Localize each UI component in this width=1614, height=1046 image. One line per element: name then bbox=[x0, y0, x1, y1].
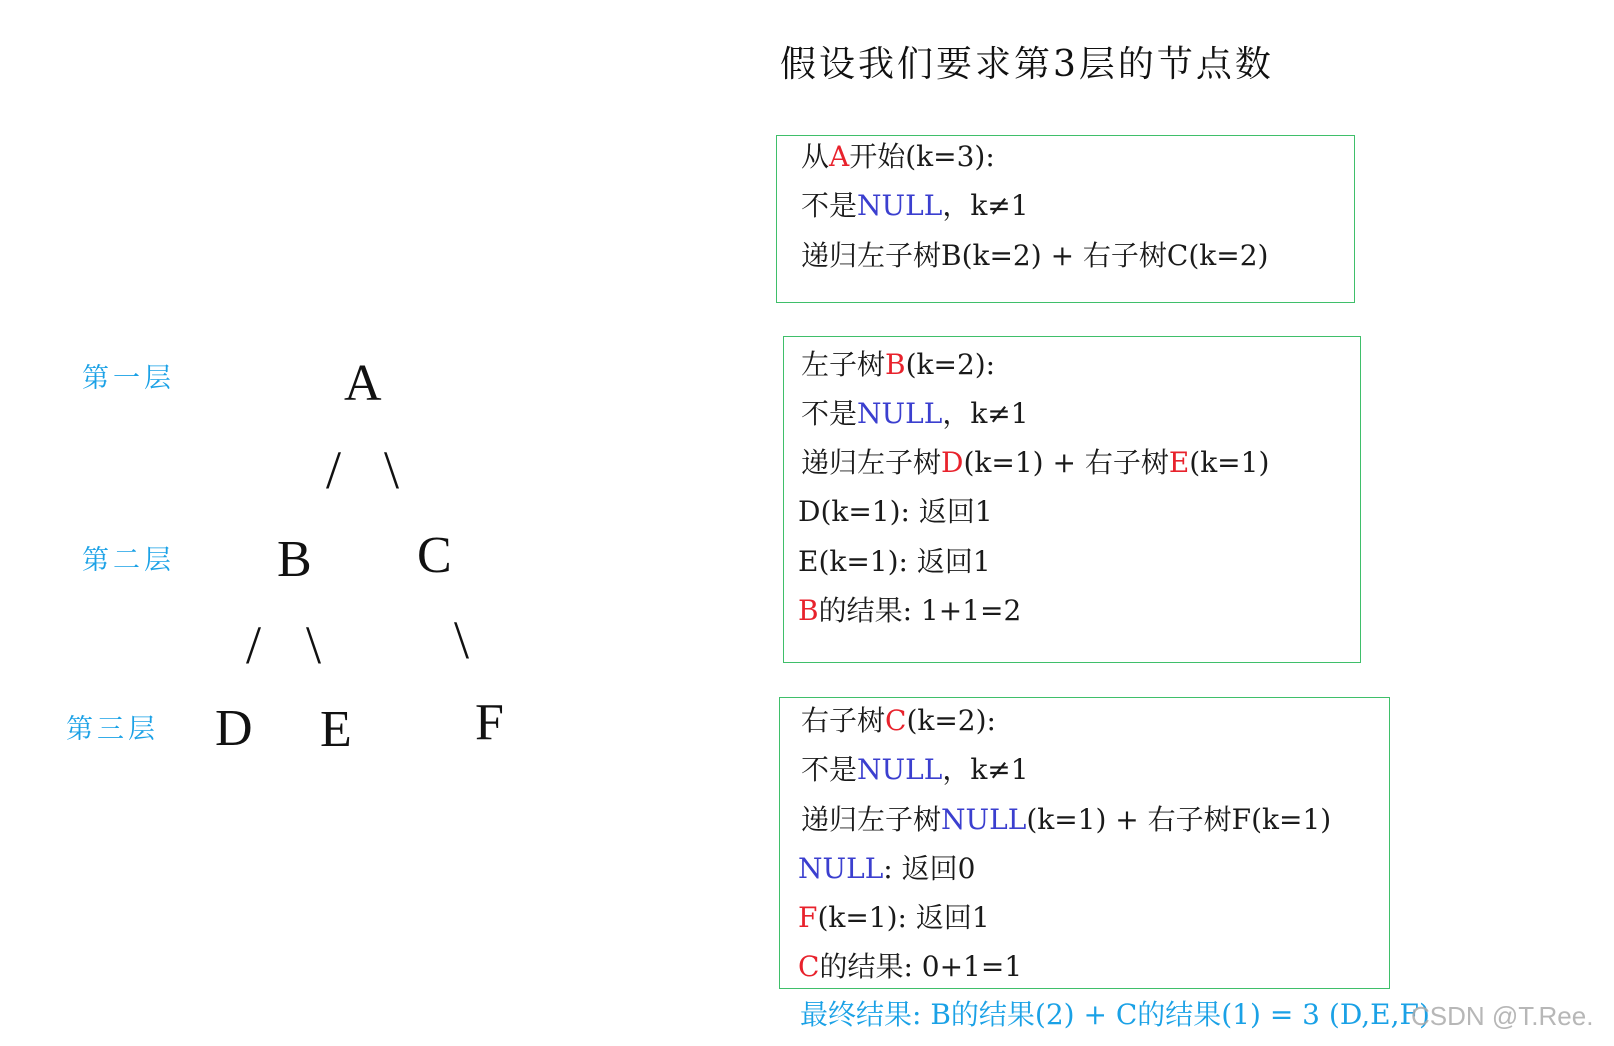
level-label-1: 第一层 bbox=[82, 363, 175, 394]
page-title: 假设我们要求第3层的节点数 bbox=[780, 44, 1274, 85]
box-c-result-node: C bbox=[798, 950, 820, 983]
tree-edge-b-e: \ bbox=[306, 615, 322, 675]
box-c-node-c: C bbox=[885, 704, 907, 737]
box-b-node-b: B bbox=[885, 348, 906, 381]
box-a-node-a: A bbox=[829, 140, 850, 173]
box-c-line-2-suffix: ，k≠1 bbox=[942, 753, 1029, 786]
box-a-line-3: 递归左子树B(k=2) + 右子树C(k=2) bbox=[801, 239, 1269, 272]
box-c-result-text: 的结果: 0+1=1 bbox=[819, 950, 1023, 983]
box-c-line-1-suffix: (k=2): bbox=[906, 704, 996, 737]
box-b-line-2-suffix: ，k≠1 bbox=[942, 397, 1029, 430]
tree-node-e: E bbox=[320, 701, 352, 758]
tree-node-c: C bbox=[417, 527, 452, 584]
box-c-line-2 bbox=[801, 753, 1029, 786]
box-b-result-node: B bbox=[798, 594, 819, 627]
box-c-line-4 bbox=[798, 852, 976, 885]
box-b-line-5: E(k=1): 返回1 bbox=[798, 545, 991, 578]
box-b-line-1-prefix: 左子树 bbox=[801, 348, 886, 381]
box-b-null: NULL bbox=[857, 397, 943, 430]
tree-node-d: D bbox=[215, 700, 253, 757]
level-label-3: 第三层 bbox=[66, 714, 159, 745]
box-c-line-5-suffix: (k=1): 返回1 bbox=[817, 901, 990, 934]
box-b-line-4: D(k=1): 返回1 bbox=[798, 495, 993, 528]
box-a-line-2 bbox=[801, 189, 1029, 222]
box-b-line-1 bbox=[801, 348, 996, 381]
box-c-line-3 bbox=[801, 803, 1332, 836]
watermark: CSDN @T.Ree. bbox=[1411, 1001, 1594, 1031]
box-c-line-4-null: NULL bbox=[798, 852, 884, 885]
box-b-node-e: E bbox=[1168, 446, 1190, 479]
box-c-line-3-null: NULL bbox=[941, 803, 1027, 836]
tree-node-a: A bbox=[344, 355, 382, 412]
box-b-line-3 bbox=[801, 446, 1270, 479]
box-b-node-d: D bbox=[941, 446, 964, 479]
tree-node-b: B bbox=[277, 531, 312, 588]
box-a-line-1-prefix: 从 bbox=[801, 140, 830, 173]
box-c-line-1 bbox=[801, 704, 996, 737]
box-a-null: NULL bbox=[857, 189, 943, 222]
box-c-line-3-suffix: (k=1) + 右子树F(k=1) bbox=[1026, 803, 1332, 836]
box-c-null: NULL bbox=[857, 753, 943, 786]
box-c-node-f: F bbox=[798, 901, 818, 934]
step-box-c bbox=[779, 697, 1390, 989]
box-c-line-3-prefix: 递归左子树 bbox=[801, 803, 942, 836]
box-c-line-6 bbox=[798, 950, 1023, 983]
box-a-line-2-suffix: ，k≠1 bbox=[942, 189, 1029, 222]
box-b-line-3-prefix: 递归左子树 bbox=[801, 446, 942, 479]
tree-node-f: F bbox=[475, 694, 504, 751]
box-b-line-2-prefix: 不是 bbox=[801, 397, 858, 430]
box-b-line-1-suffix: (k=2): bbox=[905, 348, 996, 381]
box-a-line-1-suffix: 开始(k=3): bbox=[849, 140, 995, 173]
tree-edge-a-b: / bbox=[326, 440, 342, 500]
box-c-line-1-prefix: 右子树 bbox=[801, 704, 886, 737]
final-result: 最终结果: B的结果(2) + C的结果(1) = 3 (D,E,F) bbox=[800, 998, 1430, 1031]
box-a-line-1 bbox=[801, 140, 995, 173]
level-label-2: 第二层 bbox=[82, 545, 175, 576]
box-b-line-3-middle: (k=1) + 右子树 bbox=[963, 446, 1169, 479]
box-c-line-5 bbox=[798, 901, 990, 934]
tree-edge-c-f: \ bbox=[454, 610, 470, 670]
box-b-line-2 bbox=[801, 397, 1029, 430]
box-c-line-2-prefix: 不是 bbox=[801, 753, 858, 786]
box-b-line-3-suffix: (k=1) bbox=[1189, 446, 1270, 479]
box-b-result-text: 的结果: 1+1=2 bbox=[818, 594, 1022, 627]
box-c-line-4-suffix: : 返回0 bbox=[883, 852, 976, 885]
box-a-line-2-prefix: 不是 bbox=[801, 189, 858, 222]
tree-edge-a-c: \ bbox=[384, 440, 400, 500]
tree-edge-b-d: / bbox=[246, 615, 262, 675]
box-b-line-6 bbox=[798, 594, 1022, 627]
